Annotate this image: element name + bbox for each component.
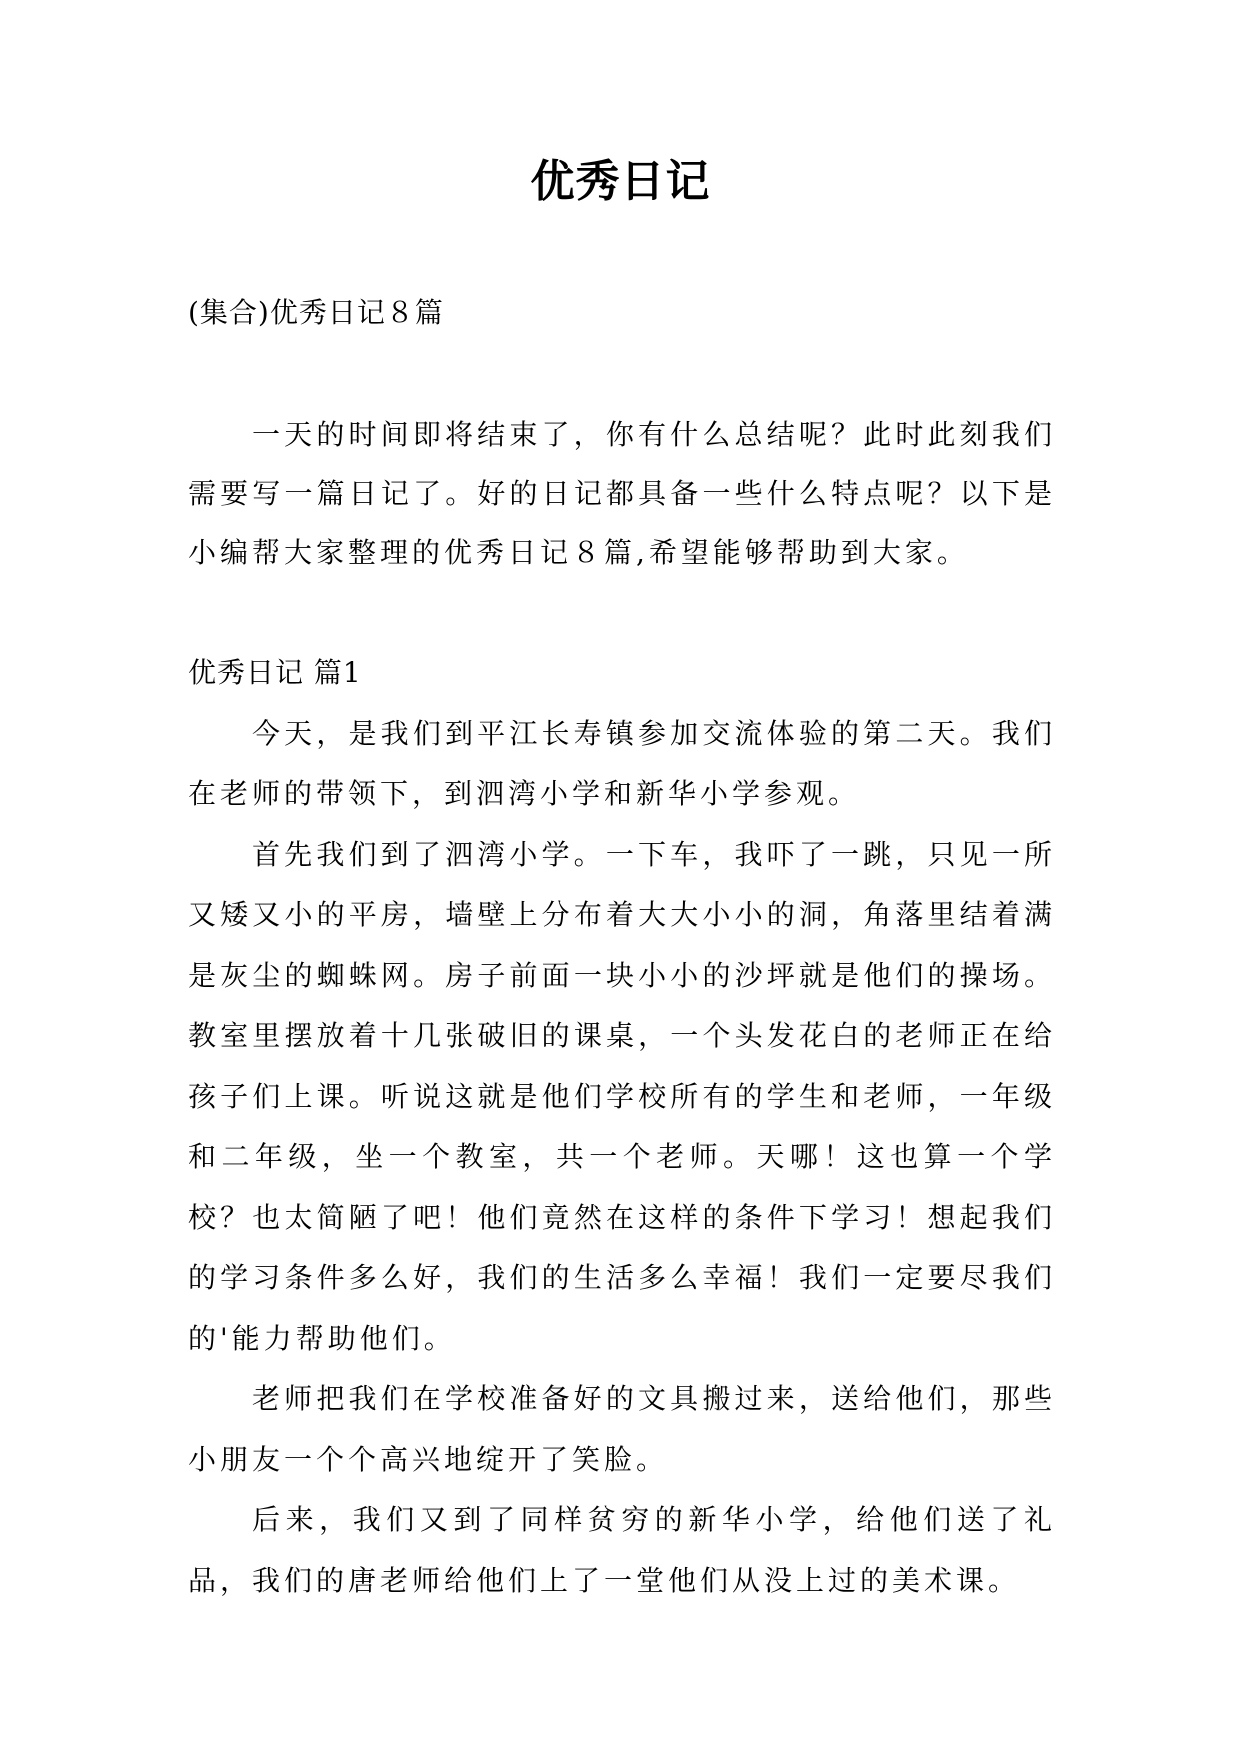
diary-section-1 (188, 643, 1056, 1611)
section-paragraph: 今天，是我们到平江长寿镇参加交流体验的第二天。我们在老师的带领下，到泗湾小学和新华小学参观。 (188, 716, 1056, 810)
intro-paragraph: 一天的时间即将结束了，你有什么总结呢？此时此刻我们需要写一篇日记了。好的日记都具备一些什么特点呢？以下是小编帮大家整理的优秀日记８篇,希望能够帮助到大家。 (188, 418, 1056, 569)
section-paragraph: 首先我们到了泗湾小学。一下车，我吓了一跳，只见一所又矮又小的平房，墙壁上分布着大大小小的洞，角落里结着满是灰尘的蜘蛛网。房子前面一块小小的沙坪就是他们的操场。教室里摆放着十几张破旧的课桌，一个头发花白的老师正在给孩子们上课。听说这就是他们学校所有的学生和老师，一年级和二年级，坐一个教室，共一个老师。天哪！这也算一个学校？也太简陋了吧！他们竟然在这样的条件下学习！想起我们的学习条件多么好，我们的生活多么幸福！我们一定要尽我们的'能力帮助他们。 (188, 837, 1056, 1355)
section-paragraph: 老师把我们在学校准备好的文具搬过来，送给他们，那些小朋友一个个高兴地绽开了笑脸。 (188, 1382, 1056, 1476)
section-heading: 优秀日记 篇1 (188, 656, 362, 689)
section-paragraph: 后来，我们又到了同样贫穷的新华小学，给他们送了礼品，我们的唐老师给他们上了一堂他们从没上过的美术课。 (188, 1503, 1056, 1597)
intro-block (188, 405, 1056, 582)
document-subtitle: (集合)优秀日记８篇 (188, 296, 444, 329)
document-title: 优秀日记 (530, 156, 711, 207)
